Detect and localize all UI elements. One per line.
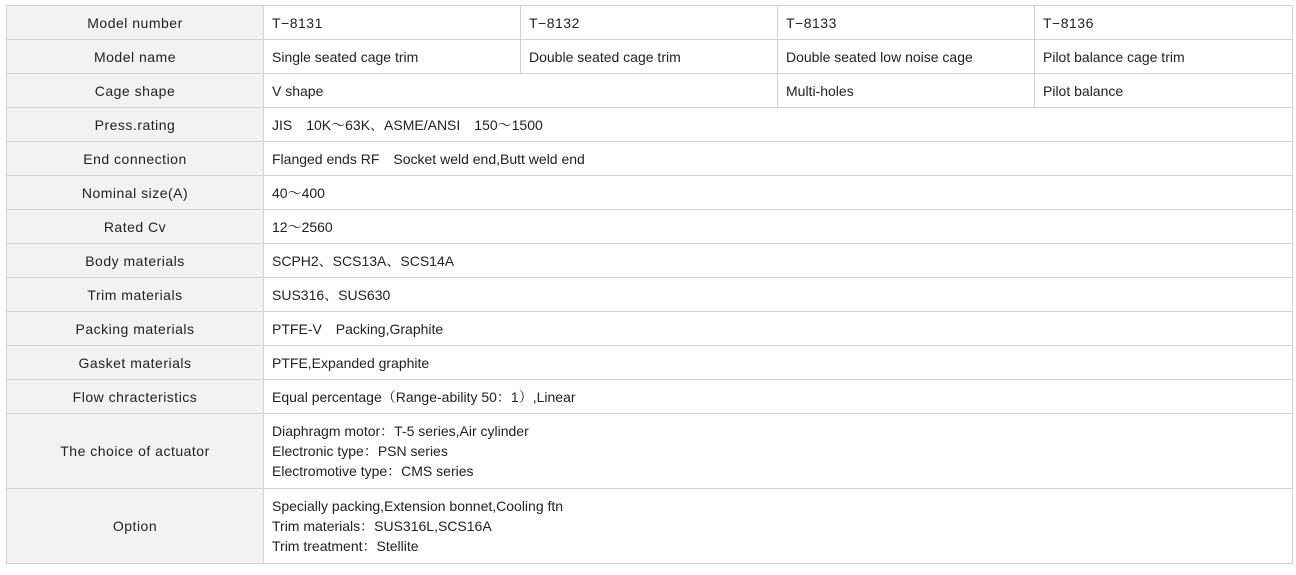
model-name-cell: Double seated low noise cage [778,40,1035,74]
row-label-end-connection: End connection [7,142,264,176]
table-row-actuator [7,414,1293,489]
row-label-trim-materials: Trim materials [7,278,264,312]
model-number-cell: T−8131 [264,6,521,40]
packing-materials-value: PTFE-V Packing,Graphite [264,312,1293,346]
row-label-packing-materials: Packing materials [7,312,264,346]
actuator-line: Electromotive type：CMS series [272,463,474,479]
table-row-body-materials [7,244,1293,278]
row-label-nominal-size: Nominal size(A) [7,176,264,210]
spec-table [6,5,1293,564]
model-name-cell: Pilot balance cage trim [1035,40,1293,74]
actuator-line: Electronic type：PSN series [272,443,448,459]
model-number-cell: T−8132 [521,6,778,40]
cage-shape-cell: Pilot balance [1035,74,1293,108]
row-label-rated-cv: Rated Cv [7,210,264,244]
table-row-trim-materials [7,278,1293,312]
body-materials-value: SCPH2、SCS13A、SCS14A [264,244,1293,278]
table-row-cage-shape [7,74,1293,108]
table-row-end-connection [7,142,1293,176]
actuator-value [264,414,1293,489]
table-row-gasket-materials [7,346,1293,380]
model-name-cell: Double seated cage trim [521,40,778,74]
table-row-option [7,489,1293,564]
row-label-actuator: The choice of actuator [7,414,264,489]
cage-shape-cell: Multi-holes [778,74,1035,108]
table-row-rated-cv [7,210,1293,244]
model-number-cell: T−8133 [778,6,1035,40]
model-name-cell: Single seated cage trim [264,40,521,74]
row-label-option: Option [7,489,264,564]
table-row-nominal-size [7,176,1293,210]
rated-cv-value: 12〜2560 [264,210,1293,244]
flow-characteristics-value: Equal percentage（Range-ability 50：1）,Linear [264,380,1293,414]
option-line: Specially packing,Extension bonnet,Cooling ftn [272,498,564,514]
trim-materials-value: SUS316、SUS630 [264,278,1293,312]
row-label-body-materials: Body materials [7,244,264,278]
nominal-size-value: 40〜400 [264,176,1293,210]
table-row-press-rating [7,108,1293,142]
spec-table-container [6,5,1292,564]
model-number-cell: T−8136 [1035,6,1293,40]
end-connection-value: Flanged ends RF Socket weld end,Butt weld end [264,142,1293,176]
table-row-model-number [7,6,1293,40]
row-label-gasket-materials: Gasket materials [7,346,264,380]
actuator-line: Diaphragm motor：T-5 series,Air cylinder [272,423,529,439]
row-label-press-rating: Press.rating [7,108,264,142]
row-label-model-number: Model number [7,6,264,40]
table-row-packing-materials [7,312,1293,346]
option-line: Trim treatment：Stellite [272,538,419,554]
press-rating-value: JIS 10K〜63K、ASME/ANSI 150〜1500 [264,108,1293,142]
cage-shape-cell: V shape [264,74,778,108]
row-label-cage-shape: Cage shape [7,74,264,108]
row-label-model-name: Model name [7,40,264,74]
option-line: Trim materials：SUS316L,SCS16A [272,518,492,534]
gasket-materials-value: PTFE,Expanded graphite [264,346,1293,380]
table-row-model-name [7,40,1293,74]
option-value [264,489,1293,564]
table-row-flow-characteristics [7,380,1293,414]
row-label-flow-characteristics: Flow chracteristics [7,380,264,414]
